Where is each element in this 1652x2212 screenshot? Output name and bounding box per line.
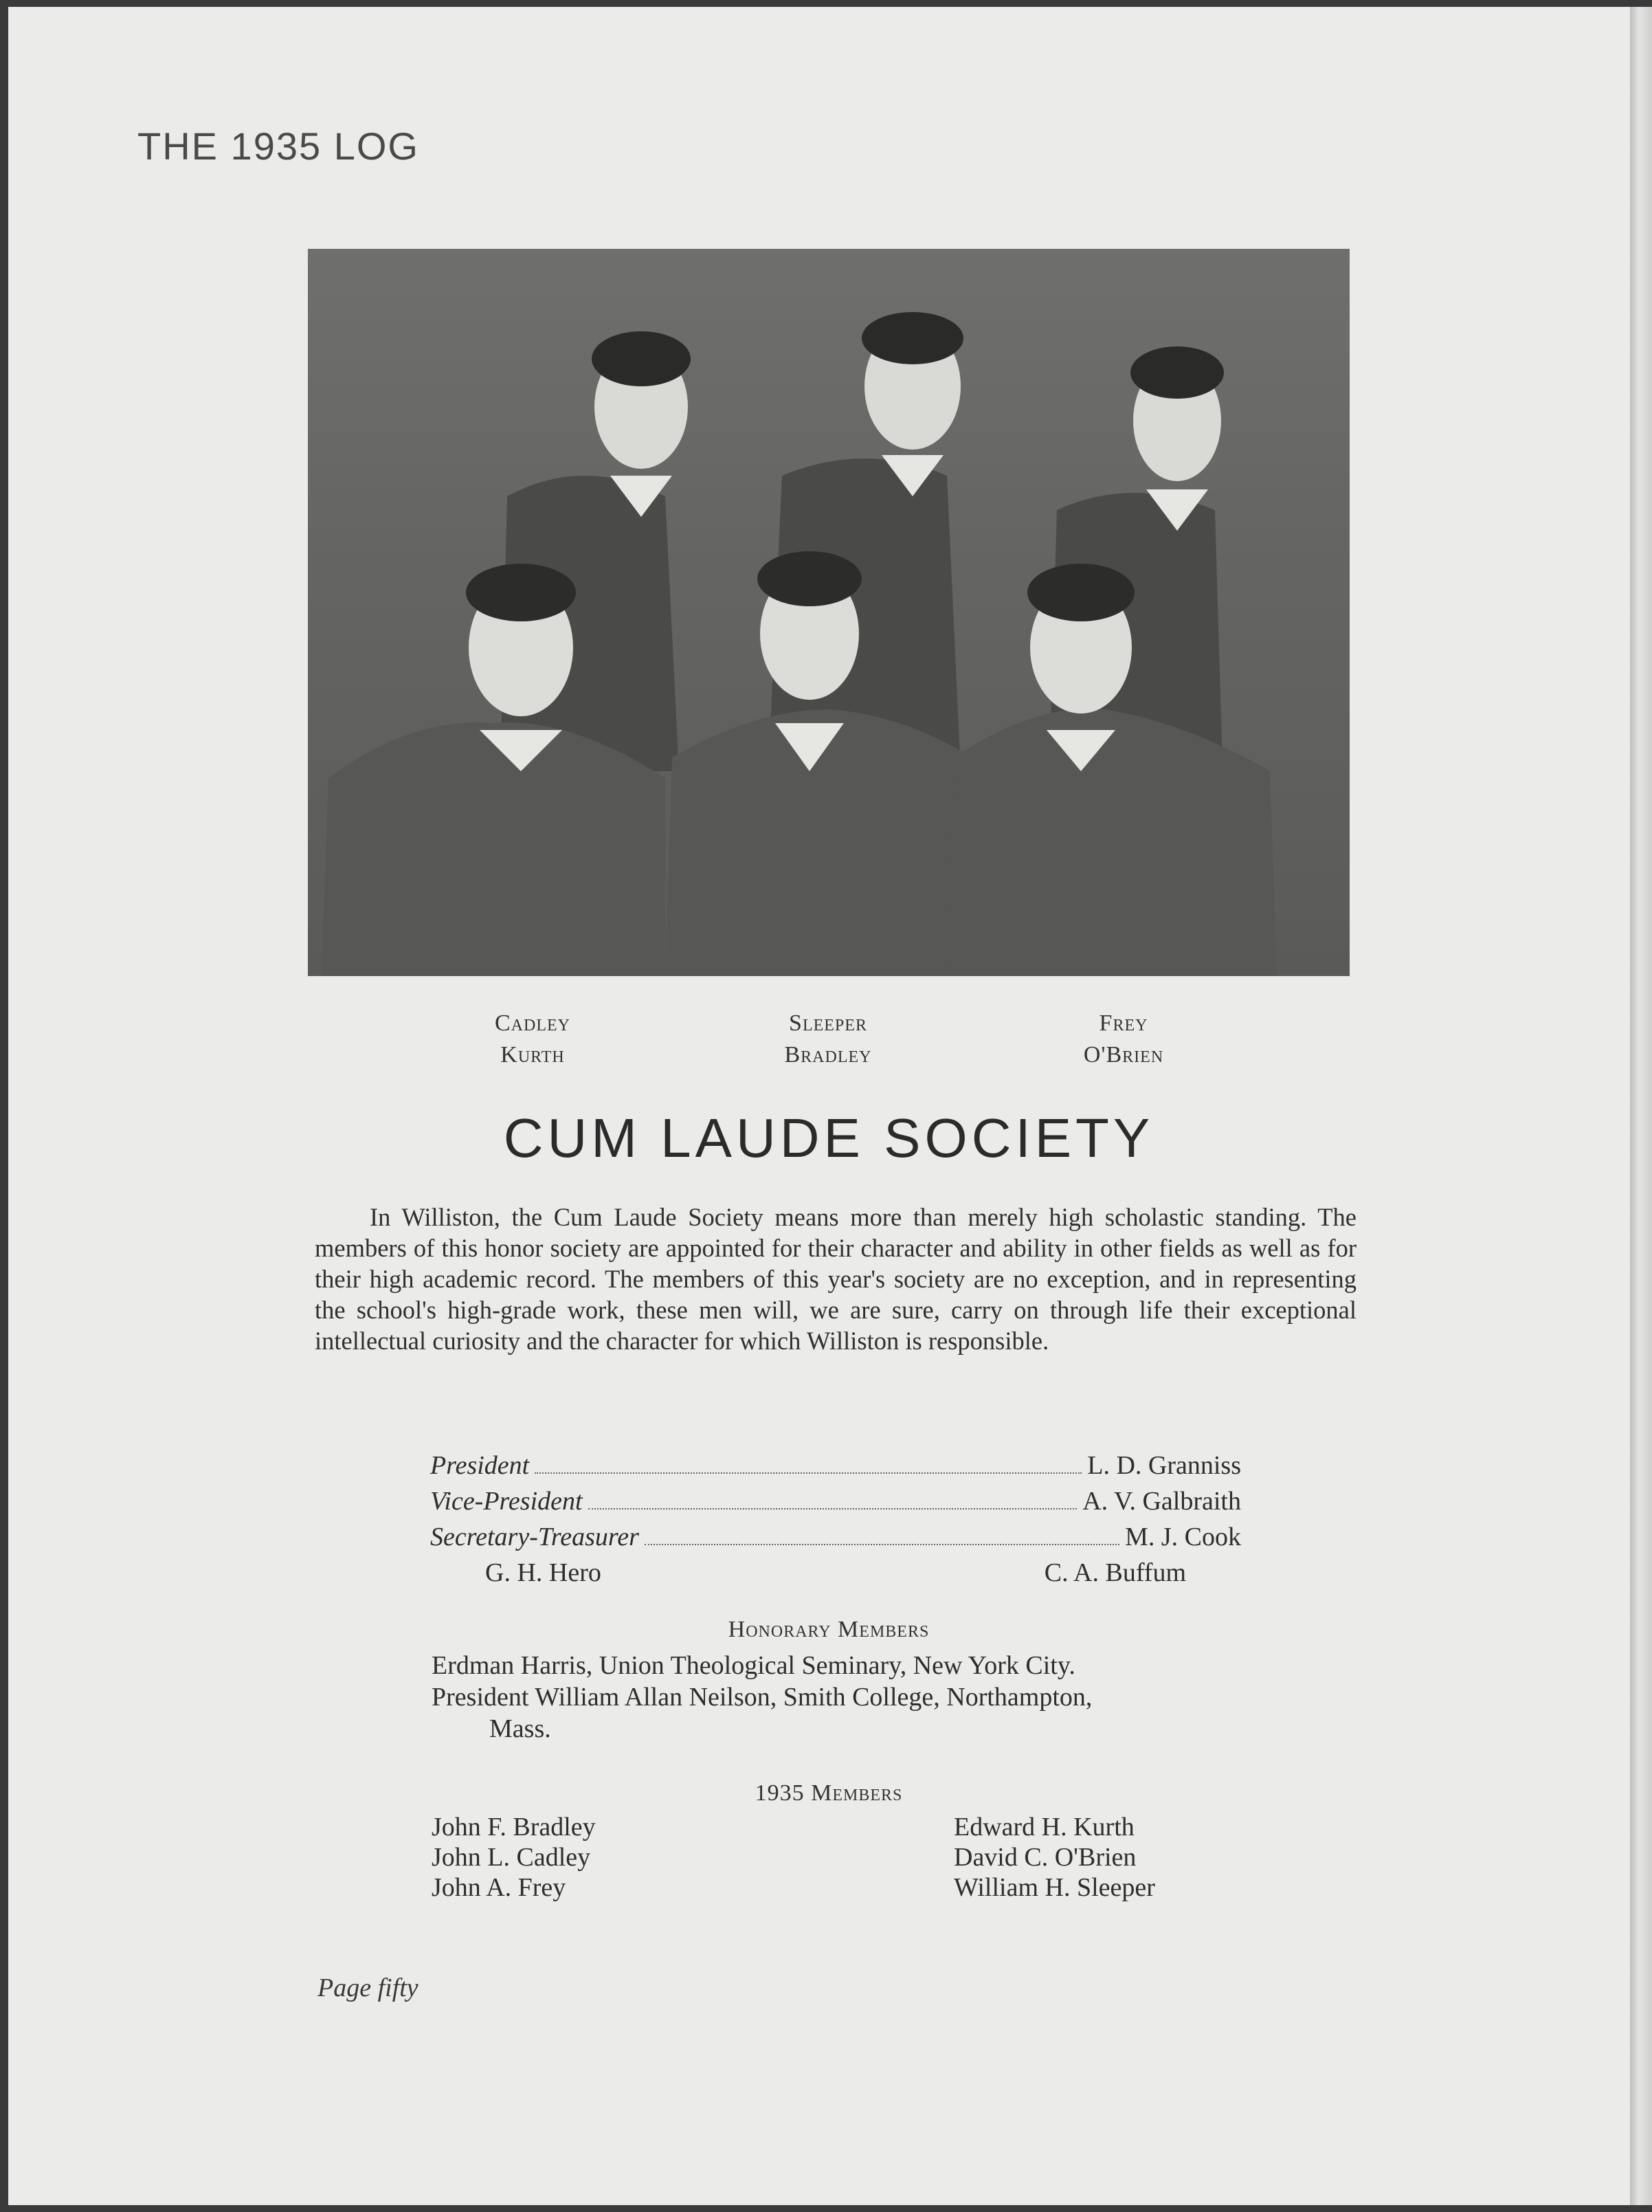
member-name: John F. Bradley [432, 1813, 596, 1842]
caption-name: Sleeper [789, 1010, 867, 1036]
honorary-list [432, 1650, 1242, 1745]
officer-role: Vice-President [430, 1487, 583, 1516]
officer-role: President [430, 1451, 530, 1480]
caption-name: Bradley [784, 1042, 872, 1068]
officer-name: M. J. Cook [1125, 1523, 1241, 1551]
page-number: Page fifty [317, 1973, 418, 2002]
officer-row [430, 1448, 1241, 1483]
honorary-line: Erdman Harris, Union Theological Seminary, New York City. [432, 1651, 1075, 1680]
officer-name: C. A. Buffum [1044, 1558, 1186, 1587]
member-name: David C. O'Brien [954, 1843, 1137, 1872]
photo-caption [385, 1010, 1271, 1068]
caption-name: Cadley [495, 1010, 570, 1036]
honorary-line: Mass. [489, 1714, 551, 1743]
running-head: THE 1935 LOG [137, 124, 419, 168]
member-name: Edward H. Kurth [954, 1813, 1135, 1842]
member-name: John L. Cadley [432, 1843, 591, 1872]
officer-name: G. H. Hero [485, 1558, 601, 1587]
officer-row [430, 1519, 1241, 1555]
leader-dots [645, 1544, 1119, 1545]
member-name: William H. Sleeper [954, 1873, 1155, 1902]
officer-role: Secretary-Treasurer [430, 1523, 639, 1551]
officer-name: L. D. Granniss [1087, 1451, 1241, 1480]
officers-list [430, 1448, 1241, 1591]
leader-dots [535, 1472, 1082, 1474]
members-heading: 1935 Members [755, 1780, 903, 1806]
caption-name: Kurth [500, 1042, 565, 1068]
page-edge [1630, 7, 1652, 2205]
caption-name: Frey [1099, 1010, 1148, 1036]
group-photo [308, 249, 1350, 976]
member-name: John A. Frey [432, 1873, 566, 1902]
honorary-line: President William Allan Neilson, Smith College, Northampton, [432, 1683, 1093, 1712]
officer-row [430, 1483, 1241, 1519]
page-title: CUM LAUDE SOCIETY [503, 1107, 1154, 1169]
honorary-heading: Honorary Members [728, 1617, 930, 1642]
officer-extra-row [430, 1555, 1241, 1591]
officer-name: A. V. Galbraith [1082, 1487, 1241, 1516]
leader-dots [588, 1508, 1078, 1509]
body-paragraph: In Williston, the Cum Laude Society means more than merely high scholastic standing. The members of this honor society are appointed for their character and ability in other fields as well as for their high academic record. The members of this year's society are no exception, and in representing the school's high-grade work, these men will, we are sure, carry on through life their exceptional intellectual curiosity and the character for which Williston is responsible. [315, 1203, 1357, 1355]
members-list [432, 1812, 1242, 1903]
caption-name: O'Brien [1083, 1042, 1164, 1068]
